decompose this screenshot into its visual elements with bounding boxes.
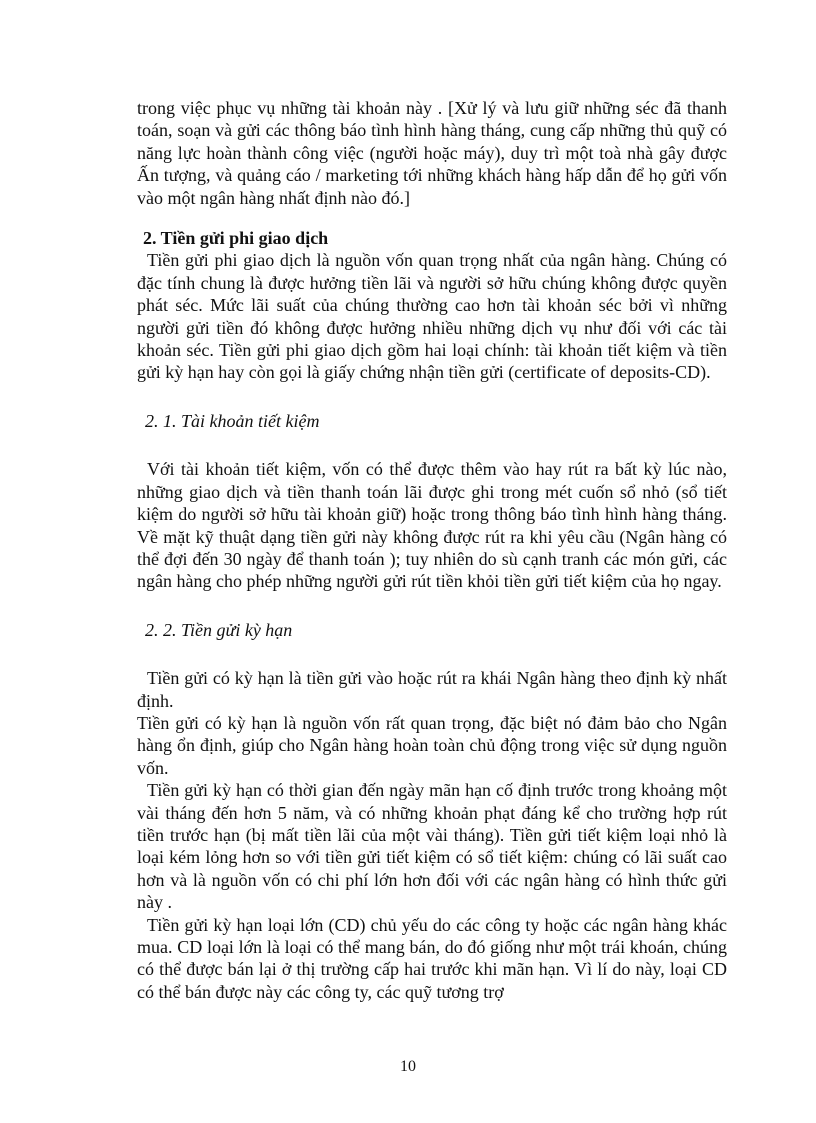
intro-paragraph: trong việc phục vụ những tài khoản này . [Xử lý và lưu giữ những séc đã thanh toán, soạn và gửi các thông báo tình hình hàng tháng, cung cấp những thủ quỹ có năng lực hoàn thành công việc (người hoặc máy), duy trì một toà nhà gây được Ấn tượng, và quảng cáo / marketing tới những khách hàng hấp dẫn để họ gửi vốn vào một ngân hàng nhất định nào đó.] [137,98,727,208]
section-2-2-paragraph-3: Tiền gửi kỳ hạn có thời gian đến ngày mãn hạn cố định trước trong khoảng một vài tháng đến hơn 5 năm, và có những khoản phạt đáng kể cho trường hợp rút tiền trước hạn (bị mất tiền lãi của một vài tháng). Tiền gửi tiết kiệm loại nhỏ là loại kém lỏng hơn so với tiền gửi tiết kiệm có sổ tiết kiệm: chúng có lãi suất cao hơn và là nguồn vốn có chi phí lớn hơn đối với các ngân hàng có hình thức gửi này . [137,780,727,913]
section-2-2-heading: 2. 2. Tiền gửi kỳ hạn [145,619,293,640]
section-2-2-paragraph-4: Tiền gửi kỳ hạn loại lớn (CD) chủ yếu do các công ty hoặc các ngân hàng khác mua. CD loại lớn là loại có thể mang bán, do đó giống như một trái khoán, chúng có thể được bán lại ở thị trường cấp hai trước khi mãn hạn. Vì lí do này, loại CD có thể bán được này các công ty, các quỹ tương trợ [137,914,727,1002]
spacer [137,384,727,410]
page-body [137,97,727,1003]
section-2-2-paragraph-1: Tiền gửi có kỳ hạn là tiền gửi vào hoặc rút ra khái Ngân hàng theo định kỳ nhất định. [137,668,727,711]
section-2-1-paragraph: Với tài khoản tiết kiệm, vốn có thể được thêm vào hay rút ra bất kỳ lúc nào, những giao dịch và tiền thanh toán lãi được ghi trong mét cuốn sổ nhỏ (sổ tiết kiệm do người sở hữu tài khoản giữ) hoặc trong thông báo tình hình hàng tháng. Về mặt kỹ thuật dạng tiền gửi này không được rút ra khi yêu cầu (Ngân hàng có thể đợi đến 30 ngày để thanh toán ); tuy nhiên do sù cạnh tranh các món gửi, các ngân hàng cho phép những người gửi rút tiền khỏi tiền gửi tiết kiệm của họ ngay. [137,459,727,592]
section-2-paragraph: Tiền gửi phi giao dịch là nguồn vốn quan trọng nhất của ngân hàng. Chúng có đặc tính chung là được hưởng tiền lãi và người sở hữu chúng không được quyền phát séc. Mức lãi suất của chúng thường cao hơn tài khoản séc bởi vì những người gửi tiền đó không được hưởng nhiều những dịch vụ như đối với các tài khoản séc. Tiền gửi phi giao dịch gồm hai loại chính: tài khoản tiết kiệm và tiền gửi kỳ hạn hay còn gọi là giấy chứng nhận tiền gửi (certificate of deposits-CD). [137,250,727,383]
page-number: 10 [400,1058,416,1075]
section-2-heading: 2. Tiền gửi phi giao dịch [143,228,329,249]
section-2-1-heading: 2. 1. Tài khoản tiết kiệm [145,410,320,431]
spacer [137,641,727,667]
section-2-2-paragraph-2: Tiền gửi có kỳ hạn là nguồn vốn rất quan trọng, đặc biệt nó đảm bảo cho Ngân hàng ổn định, giúp cho Ngân hàng hoàn toàn chủ động trong việc sử dụng nguồn vốn. [137,712,727,778]
spacer [137,432,727,458]
spacer [137,593,727,619]
